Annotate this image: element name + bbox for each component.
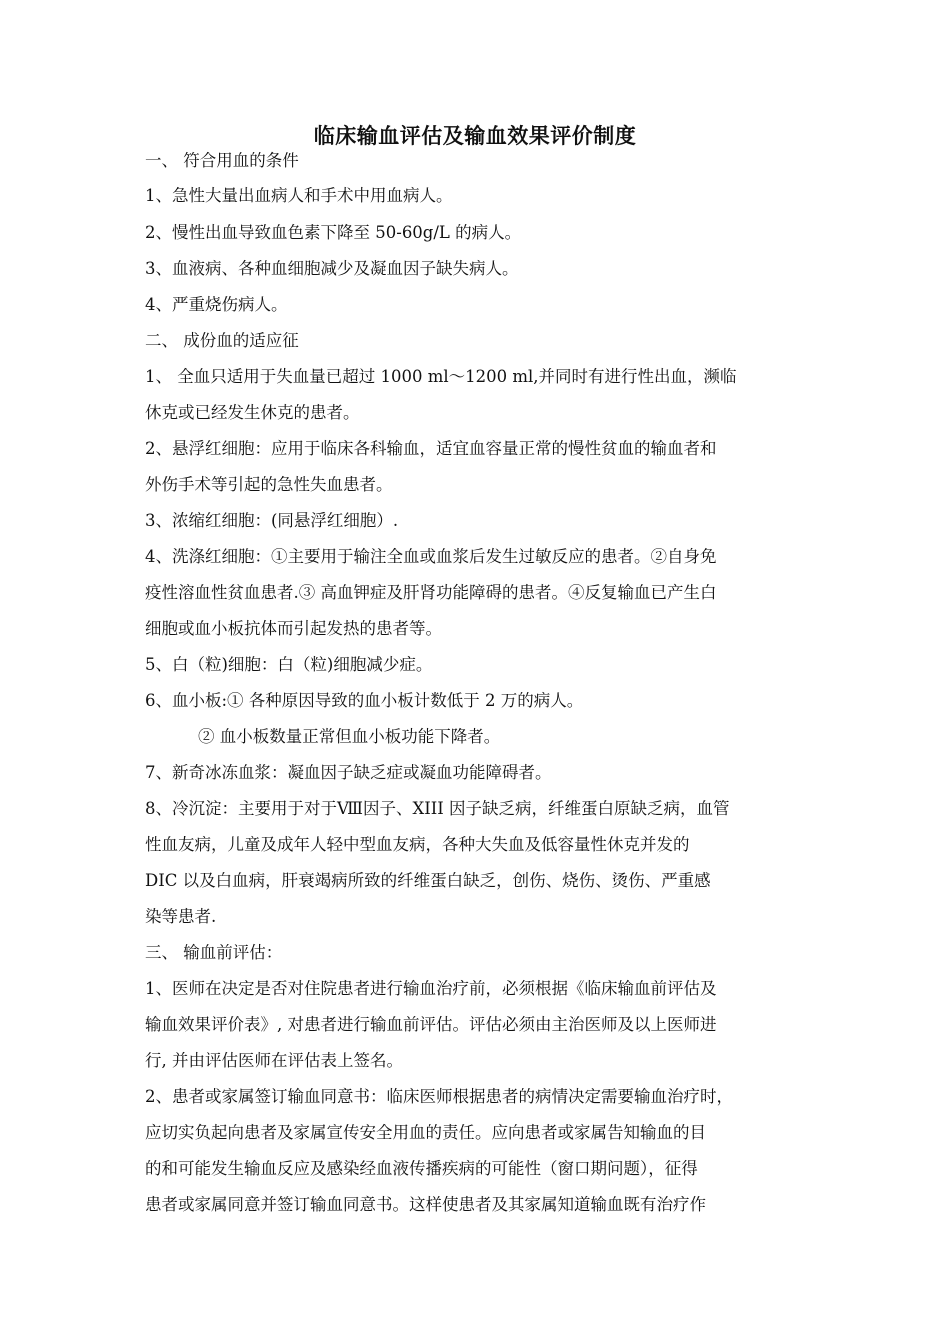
paragraph-line: 6、血小板:① 各种原因导致的血小板计数低于 2 万的病人。 (145, 691, 584, 710)
paragraph-line: 2、患者或家属签订输血同意书：临床医师根据患者的病情决定需要输血治疗时， (145, 1087, 733, 1106)
section-heading-1: 一、 符合用血的条件 (145, 151, 299, 170)
paragraph-line: 5、白（粒)细胞：白（粒)细胞减少症。 (145, 655, 433, 674)
paragraph-line: 3、浓缩红细胞：(同悬浮红细胞）. (145, 511, 399, 530)
paragraph-line: DIC 以及白血病，肝衰竭病所致的纤维蛋白缺乏，创伤、烧伤、烫伤、严重感 (145, 871, 711, 890)
paragraph-line: 输血效果评价表》, 对患者进行输血前评估。评估必须由主治医师及以上医师进 (145, 1015, 717, 1034)
paragraph-line: 外伤手术等引起的急性失血患者。 (145, 475, 393, 494)
paragraph-line: 7、新奇冰冻血浆：凝血因子缺乏症或凝血功能障碍者。 (145, 763, 552, 782)
paragraph-line: 休克或已经发生休克的患者。 (145, 403, 360, 422)
paragraph-line: 4、严重烧伤病人。 (145, 295, 288, 314)
paragraph-line: 染等患者. (145, 907, 217, 926)
paragraph-line: 4、洗涤红细胞：①主要用于输注全血或血浆后发生过敏反应的患者。②自身免 (145, 547, 717, 566)
document-title: 临床输血评估及输血效果评价制度 (313, 124, 637, 148)
paragraph-line-indented: ② 血小板数量正常但血小板功能下降者。 (198, 727, 501, 746)
paragraph-line: 性血友病，儿童及成年人轻中型血友病，各种大失血及低容量性休克并发的 (145, 835, 690, 854)
paragraph-line: 1、 全血只适用于失血量已超过 1000 ml～1200 ml,并同时有进行性出血，濒临 (145, 367, 737, 386)
paragraph-line: 2、慢性出血导致血色素下降至 50-60g/L 的病人。 (145, 223, 522, 242)
paragraph-line: 1、急性大量出血病人和手术中用血病人。 (145, 186, 453, 205)
paragraph-line: 的和可能发生输血反应及感染经血液传播疾病的可能性（窗口期问题），征得 (145, 1159, 698, 1178)
paragraph-line: 细胞或血小板抗体而引起发热的患者等。 (145, 619, 442, 638)
section-heading-3: 三、 输血前评估： (145, 943, 283, 962)
paragraph-line: 患者或家属同意并签订输血同意书。这样使患者及其家属知道输血既有治疗作 (145, 1195, 706, 1214)
paragraph-line: 1、医师在决定是否对住院患者进行输血治疗前，必须根据《临床输血前评估及 (145, 979, 717, 998)
paragraph-line: 行, 并由评估医师在评估表上签名。 (145, 1051, 403, 1070)
paragraph-line: 8、冷沉淀：主要用于对于Ⅷ因子、XIII 因子缺乏病，纤维蛋白原缺乏病，血管 (145, 799, 730, 818)
section-heading-2: 二、 成份血的适应征 (145, 331, 299, 350)
paragraph-line: 2、悬浮红细胞：应用于临床各科输血，适宜血容量正常的慢性贫血的输血者和 (145, 439, 717, 458)
paragraph-line: 3、血液病、各种血细胞减少及凝血因子缺失病人。 (145, 259, 519, 278)
paragraph-line: 疫性溶血性贫血患者.③ 高血钾症及肝肾功能障碍的患者。④反复输血已产生白 (145, 583, 717, 602)
paragraph-line: 应切实负起向患者及家属宣传安全用血的责任。应向患者或家属告知输血的目 (145, 1123, 706, 1142)
